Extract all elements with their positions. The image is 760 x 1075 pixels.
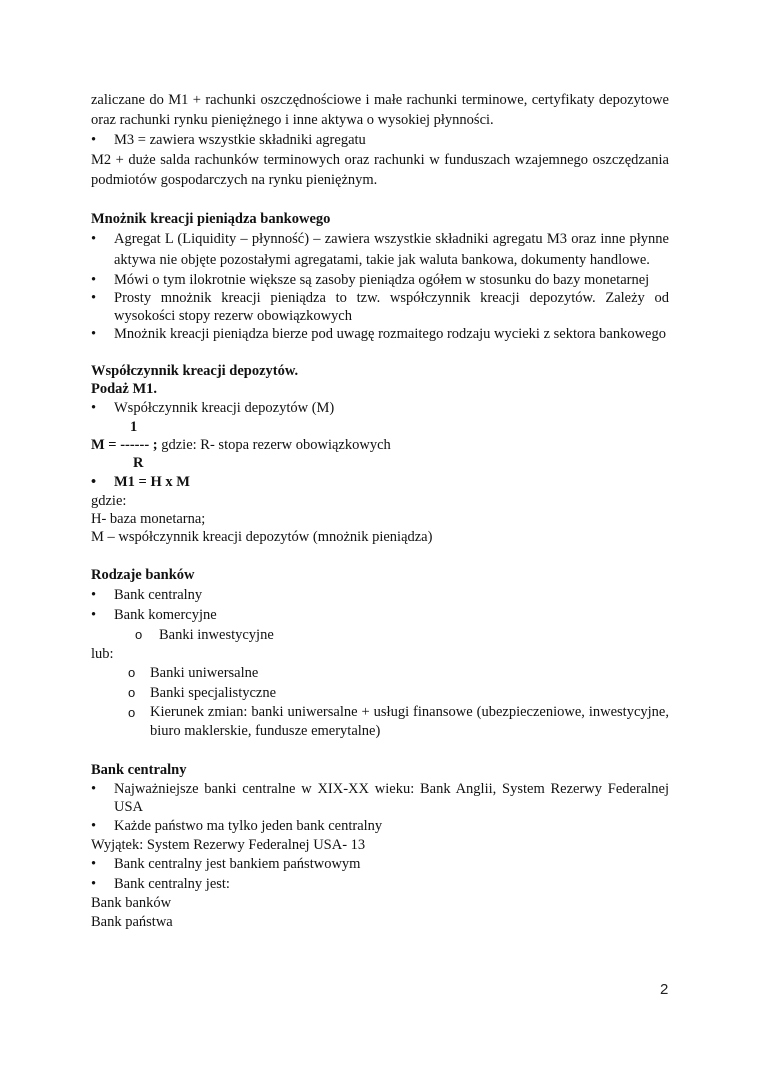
section-heading-podaz: Podaż M1. (91, 381, 158, 397)
sub-list-item (91, 625, 669, 645)
text-line: Bank państwa (91, 914, 173, 930)
formula-line (91, 436, 669, 454)
m2-paragraph: M2 + duże salda rachunków terminowych oraz rachunki w funduszach wzajemnego oszczędzania podmiotów gospodarczych na rynku pieniężnym. (91, 152, 669, 188)
sub-list-item-label: Banki uniwersalne (150, 665, 259, 681)
list-item: • Bank komercyjne (91, 605, 669, 625)
sub-list-item (91, 683, 669, 703)
list-item: • Współczynnik kreacji depozytów (M) (91, 398, 669, 418)
intro-paragraph: zaliczane do M1 + rachunki oszczędnościowe i małe rachunki terminowe, certyfikaty depozytowe oraz rachunki rynku pieniężnego i inne aktywa o wysokiej płynności. (91, 92, 669, 128)
text-line: Wyjątek: System Rezerwy Federalnej USA- 13 (91, 837, 366, 853)
list-item: • Mnożnik kreacji pieniądza bierze pod uwagę rozmaitego rodzaju wycieki z sektora bankowego (91, 325, 669, 343)
text-line: M – współczynnik kreacji depozytów (mnożnik pieniądza) (91, 529, 433, 545)
circle-bullet-icon: o (128, 705, 136, 720)
formula-m1: • M1 = H x M (91, 472, 669, 492)
circle-bullet-icon: o (128, 685, 136, 700)
text-line: Bank banków (91, 895, 172, 911)
list-item: • Bank centralny (91, 585, 669, 605)
sub-list-item-label: Banki specjalistyczne (150, 685, 277, 701)
list-item: • Agregat L (Liquidity – płynność) – zawiera wszystkie składniki agregatu M3 oraz inne płynne aktywa nie objęte pozostałymi agregatami, takie jak waluta bankowa, dokumenty handlowe. (91, 229, 669, 271)
sub-list-item (91, 703, 669, 741)
text-line: lub: (91, 646, 114, 662)
section-heading-rodzaje: Rodzaje banków (91, 567, 195, 583)
fraction-denominator: R (133, 455, 144, 471)
text-line: gdzie: (91, 493, 127, 509)
list-item: • Mówi o tym ilokrotnie większe są zasoby pieniądza ogółem w stosunku do bazy monetarnej (91, 271, 669, 289)
sub-list-item-label: Banki inwestycyjne (159, 627, 274, 643)
sub-list-item-label: Kierunek zmian: banki uniwersalne + usługi finansowe (ubezpieczeniowe, inwestycyjne, biuro maklerskie, fundusze emerytalne) (150, 704, 669, 739)
section-heading-wspolczynnik: Współczynnik kreacji depozytów. (91, 363, 299, 379)
formula-explanation: gdzie: R- stopa rezerw obowiązkowych (157, 437, 391, 453)
fraction-numerator: 1 (130, 419, 138, 435)
list-item: • Najważniejsze banki centralne w XIX-XX wieku: Bank Anglii, System Rezerwy Federalnej USA (91, 780, 669, 816)
list-item: • Każde państwo ma tylko jeden bank centralny (91, 816, 669, 836)
formula-bold: M = ------ ; (91, 437, 158, 453)
circle-bullet-icon: o (128, 665, 136, 680)
text-line: H- baza monetarna; (91, 511, 206, 527)
list-item: • Bank centralny jest bankiem państwowym (91, 854, 669, 874)
list-item: • Bank centralny jest: (91, 874, 669, 894)
section-heading-mnoznik: Mnożnik kreacji pieniądza bankowego (91, 211, 331, 227)
bullet-m3: • M3 = zawiera wszystkie składniki agregatu (91, 130, 669, 150)
list-item: • Prosty mnożnik kreacji pieniądza to tzw. współczynnik kreacji depozytów. Zależy od wysokości stopy rezerw obowiązkowych (91, 289, 669, 325)
page-number: 2 (660, 981, 669, 998)
sub-list-item (91, 663, 669, 683)
circle-bullet-icon: o (135, 627, 143, 642)
document-page (91, 90, 669, 932)
section-heading-bank-centralny: Bank centralny (91, 762, 187, 778)
